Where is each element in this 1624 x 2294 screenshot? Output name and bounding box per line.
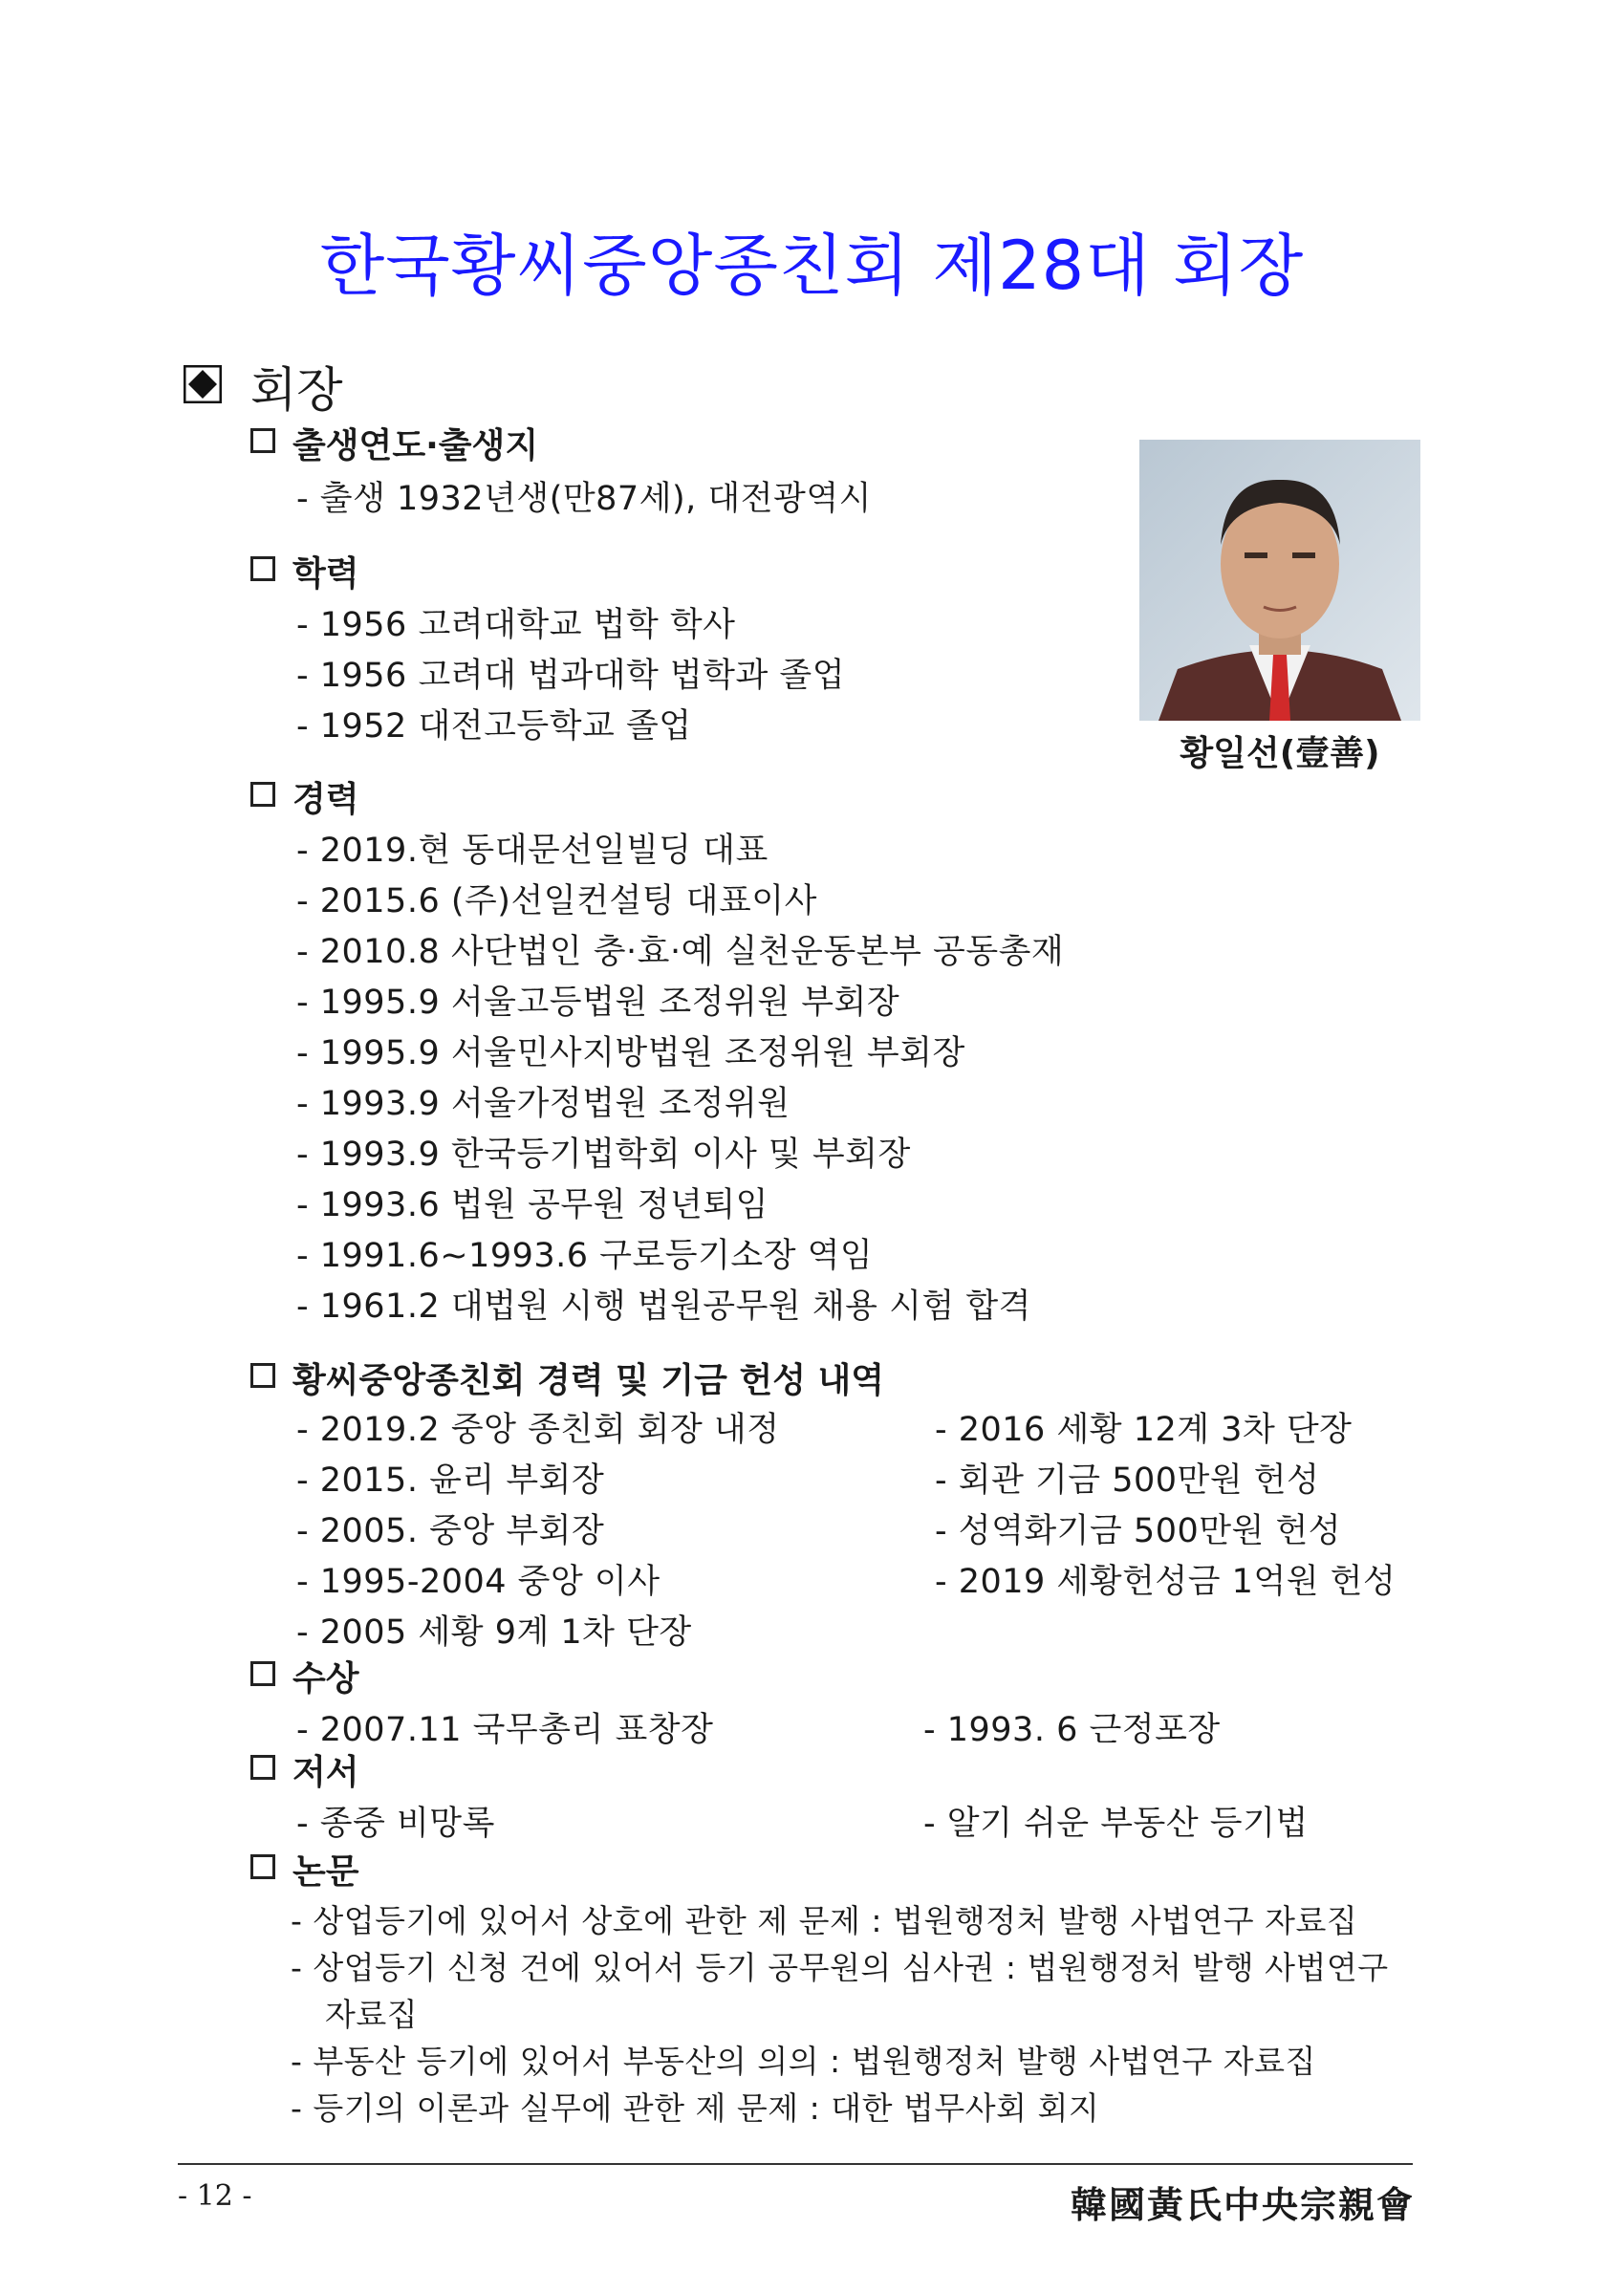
section-heading-clan: 황씨중앙종친회 경력 및 기금 헌성 내역: [292, 1361, 885, 1400]
checkbox-icon: [250, 428, 275, 453]
list-item: - 1991.6~1993.6 구로등기소장 역임: [296, 1237, 874, 1275]
diamond-bullet-icon: [184, 365, 222, 403]
list-item: - 1993.6 법원 공무원 정년퇴임: [296, 1186, 769, 1224]
list-item: - 출생 1932년생(만87세), 대전광역시: [296, 480, 872, 518]
list-item: - 1995-2004 중앙 이사: [296, 1563, 660, 1601]
list-item: - 2019 세황헌성금 1억원 헌성: [935, 1563, 1397, 1601]
list-item: - 2005 세황 9계 1차 단장: [296, 1613, 692, 1652]
main-heading: 회장: [250, 362, 343, 418]
list-item: - 1952 대전고등학교 졸업: [296, 707, 692, 746]
list-item: - 성역화기금 500만원 헌성: [935, 1512, 1342, 1550]
checkbox-icon: [250, 556, 275, 581]
section-heading-papers: 논문: [292, 1852, 359, 1892]
list-item: - 2005. 중앙 부회장: [296, 1512, 605, 1550]
footer-divider: [178, 2163, 1413, 2165]
list-item: - 알기 쉬운 부동산 등기법: [923, 1805, 1309, 1843]
list-item: - 2016 세황 12계 3차 단장: [935, 1411, 1353, 1449]
list-item: - 2019.2 중앙 종친회 회장 내정: [296, 1411, 780, 1449]
list-item: - 1995.9 서울민사지방법원 조정위원 부회장: [296, 1034, 965, 1072]
list-item: - 1956 고려대 법과대학 법학과 졸업: [296, 657, 846, 695]
list-item: - 상업등기 신청 건에 있어서 등기 공무원의 심사권 : 법원행정처 발행 사법연구: [291, 1949, 1389, 1986]
list-item: - 2015.6 (주)선일컨설팅 대표이사: [296, 882, 817, 920]
list-item: - 1956 고려대학교 법학 학사: [296, 606, 736, 644]
section-heading-books: 저서: [292, 1753, 359, 1792]
section-heading-career: 경력: [292, 780, 359, 819]
checkbox-icon: [250, 1755, 275, 1780]
checkbox-icon: [250, 1661, 275, 1686]
list-item: 자료집: [325, 1996, 419, 2033]
page-number: - 12 -: [178, 2179, 252, 2213]
list-item: - 1993. 6 근정포장: [923, 1711, 1221, 1749]
section-heading-awards: 수상: [292, 1659, 359, 1699]
checkbox-icon: [250, 782, 275, 807]
footer-logo: 韓國黃氏中央宗親會: [1071, 2183, 1416, 2226]
list-item: - 2010.8 사단법인 충·효·예 실천운동본부 공동총재: [296, 933, 1065, 971]
list-item: - 1961.2 대법원 시행 법원공무원 채용 시험 합격: [296, 1288, 1031, 1326]
list-item: - 회관 기금 500만원 헌성: [935, 1461, 1320, 1500]
section-heading-birth: 출생연도·출생지: [292, 426, 539, 465]
section-heading-education: 학력: [292, 554, 359, 594]
list-item: - 1993.9 한국등기법학회 이사 및 부회장: [296, 1136, 911, 1174]
checkbox-icon: [250, 1854, 275, 1879]
list-item: - 2007.11 국무총리 표창장: [296, 1711, 714, 1749]
list-item: - 종중 비망록: [296, 1805, 495, 1843]
list-item: - 1993.9 서울가정법원 조정위원: [296, 1085, 790, 1123]
photo-caption: 황일선(壹善): [1180, 734, 1380, 773]
list-item: - 2019.현 동대문선일빌딩 대표: [296, 832, 769, 870]
list-item: - 2015. 윤리 부회장: [296, 1461, 605, 1500]
list-item: - 1995.9 서울고등법원 조정위원 부회장: [296, 984, 900, 1022]
checkbox-icon: [250, 1363, 275, 1388]
portrait-photo: [1139, 440, 1420, 721]
page-title: 한국황씨중앙종친회 제28대 회장: [319, 227, 1305, 305]
list-item: - 등기의 이론과 실무에 관한 제 문제 : 대한 법무사회 회지: [291, 2089, 1100, 2127]
list-item: - 상업등기에 있어서 상호에 관한 제 문제 : 법원행정처 발행 사법연구 자료집: [291, 1902, 1358, 1939]
list-item: - 부동산 등기에 있어서 부동산의 의의 : 법원행정처 발행 사법연구 자료집: [291, 2043, 1316, 2080]
